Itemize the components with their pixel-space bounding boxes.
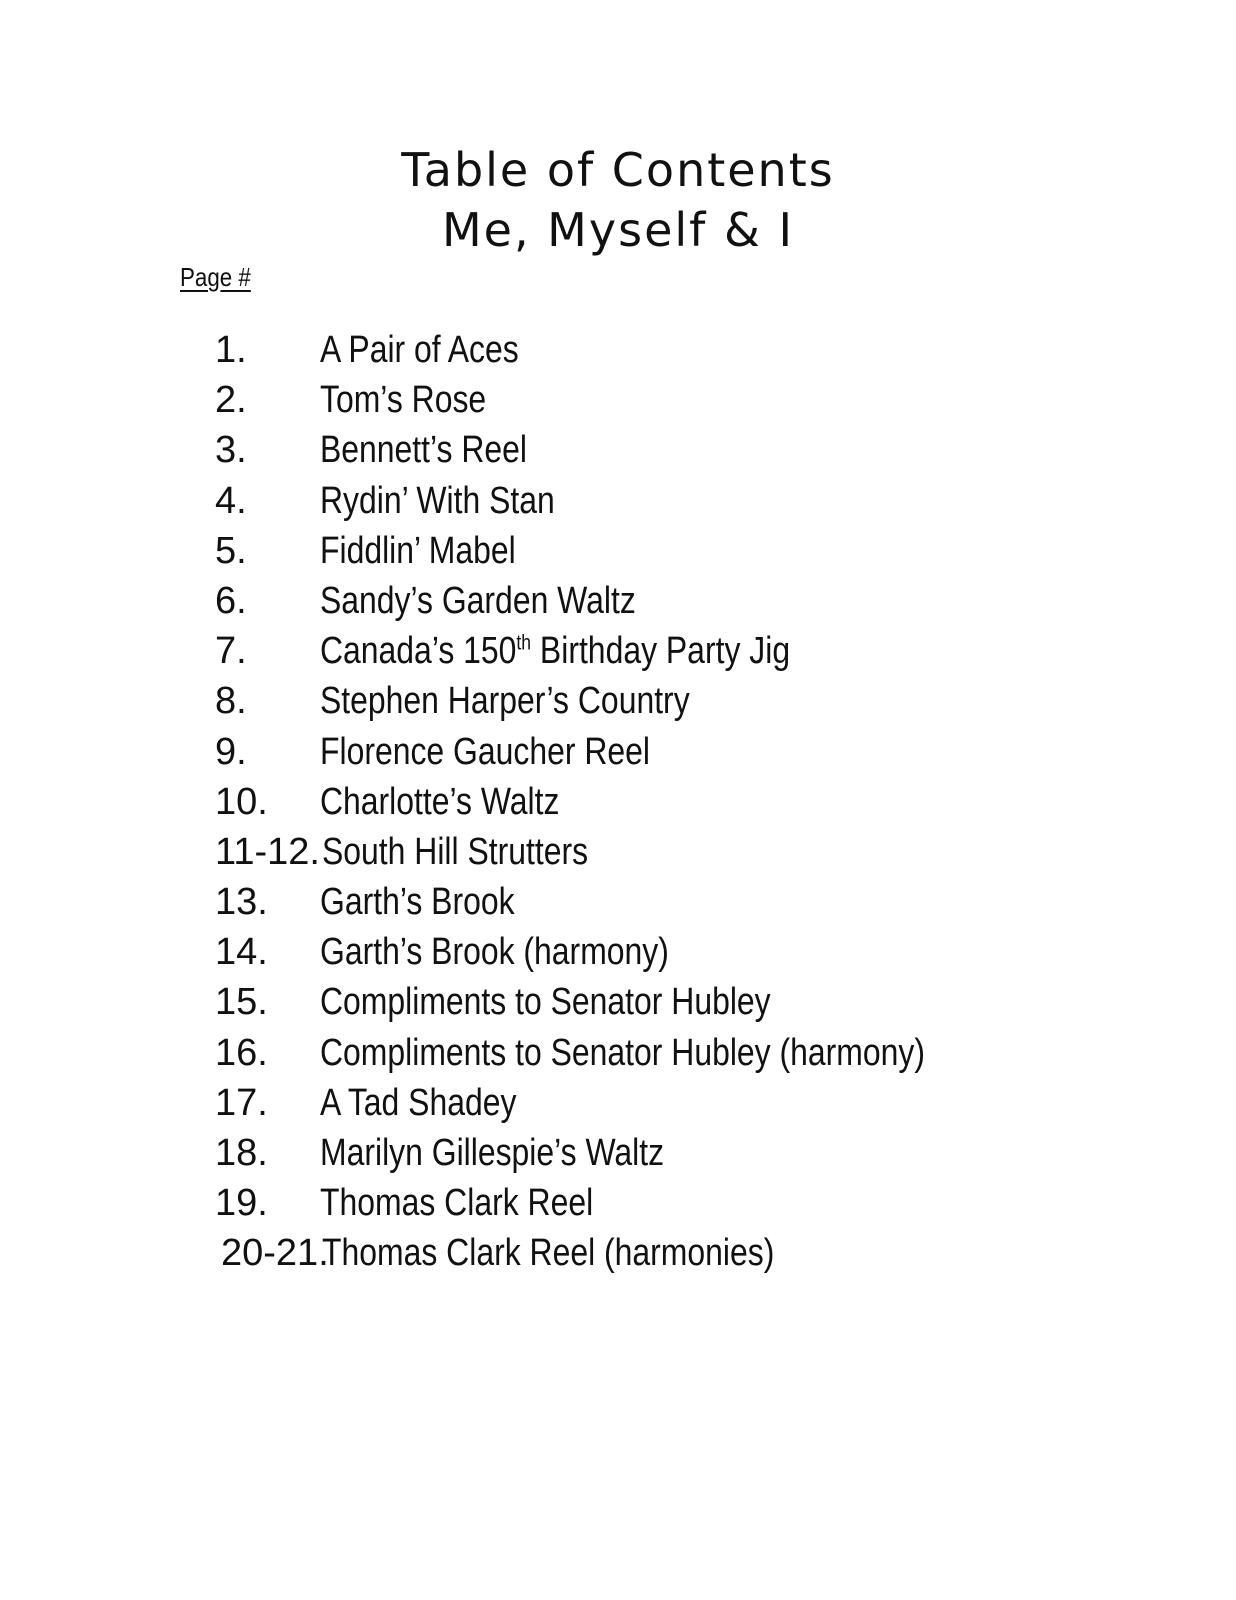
toc-entry xyxy=(0,1028,1236,1078)
toc-tune-title-part: Canada’s 150 xyxy=(320,630,517,673)
toc-entry xyxy=(0,1128,1236,1178)
toc-entry xyxy=(0,425,1236,475)
toc-entry xyxy=(0,1078,1236,1128)
ordinal-superscript: th xyxy=(516,631,532,655)
toc-entry xyxy=(0,526,1236,576)
page-number-column-label: Page # xyxy=(180,262,251,292)
toc-tune-title: Fiddlin’ Mabel xyxy=(320,529,516,572)
toc-page-number: 14. xyxy=(215,931,268,974)
toc-entry xyxy=(0,375,1236,425)
title-block xyxy=(0,140,1236,260)
toc-tune-title: Garth’s Brook (harmony) xyxy=(320,931,669,974)
toc-tune-title: Garth’s Brook xyxy=(320,881,515,924)
page-subtitle: Me, Myself & I xyxy=(441,203,795,257)
toc-tune-title: Marilyn Gillespie’s Waltz xyxy=(320,1132,665,1174)
toc-page-number: 2. xyxy=(215,379,247,422)
toc-entry xyxy=(0,727,1236,777)
toc-tune-title: A Tad Shadey xyxy=(320,1081,517,1124)
toc-page-number: 13. xyxy=(215,881,268,924)
toc-tune-title: Florence Gaucher Reel xyxy=(320,730,651,773)
toc-page-number: 17. xyxy=(215,1081,268,1124)
toc-page-number: 7. xyxy=(215,630,247,673)
toc-entry xyxy=(0,576,1236,626)
toc-tune-title: Bennett’s Reel xyxy=(320,429,528,472)
toc-tune-title: Stephen Harper’s Country xyxy=(320,680,690,723)
toc-tune-title: Thomas Clark Reel (harmonies) xyxy=(322,1232,775,1275)
toc-entry xyxy=(0,927,1236,977)
toc-page-number: 15. xyxy=(215,981,268,1024)
toc-entry xyxy=(0,1178,1236,1228)
toc-tune-title xyxy=(320,626,790,676)
toc-page-number: 3. xyxy=(215,429,247,472)
toc-page-number: 1. xyxy=(215,329,247,371)
toc-entry xyxy=(0,1228,1236,1278)
toc-tune-title: Tom’s Rose xyxy=(320,379,487,422)
toc-page-number: 11-12. xyxy=(215,830,320,873)
toc-page-number: 8. xyxy=(215,680,247,723)
toc-entry xyxy=(0,626,1236,676)
toc-page-number: 19. xyxy=(215,1182,268,1225)
toc-page-number: 9. xyxy=(215,730,247,773)
toc-tune-title: Charlotte’s Waltz xyxy=(320,780,560,823)
toc-tune-title: A Pair of Aces xyxy=(320,329,519,371)
toc-page-number: 4. xyxy=(215,479,247,522)
toc-page-number: 6. xyxy=(215,579,247,622)
page-title: Table of Contents xyxy=(401,143,835,197)
toc-tune-title: Thomas Clark Reel xyxy=(320,1182,594,1225)
toc-page-number: 10. xyxy=(215,780,268,823)
toc-entry xyxy=(0,325,1236,375)
toc-page-number: 16. xyxy=(215,1031,268,1074)
toc-entry xyxy=(0,777,1236,827)
toc-page-number: 20-21. xyxy=(221,1232,329,1275)
table-of-contents xyxy=(0,325,1236,1279)
toc-entry xyxy=(0,676,1236,726)
toc-tune-title: Sandy’s Garden Waltz xyxy=(320,579,636,622)
toc-tune-title: South Hill Strutters xyxy=(322,830,589,873)
toc-tune-title-part: Birthday Party Jig xyxy=(531,630,791,673)
toc-tune-title: Compliments to Senator Hubley (harmony) xyxy=(320,1031,925,1074)
toc-entry xyxy=(0,827,1236,877)
toc-tune-title: Compliments to Senator Hubley xyxy=(320,981,771,1024)
toc-entry xyxy=(0,877,1236,927)
toc-entry xyxy=(0,476,1236,526)
toc-page-number: 18. xyxy=(215,1132,268,1174)
toc-tune-title: Rydin’ With Stan xyxy=(320,479,555,522)
toc-page-number: 5. xyxy=(215,529,247,572)
toc-entry xyxy=(0,977,1236,1027)
